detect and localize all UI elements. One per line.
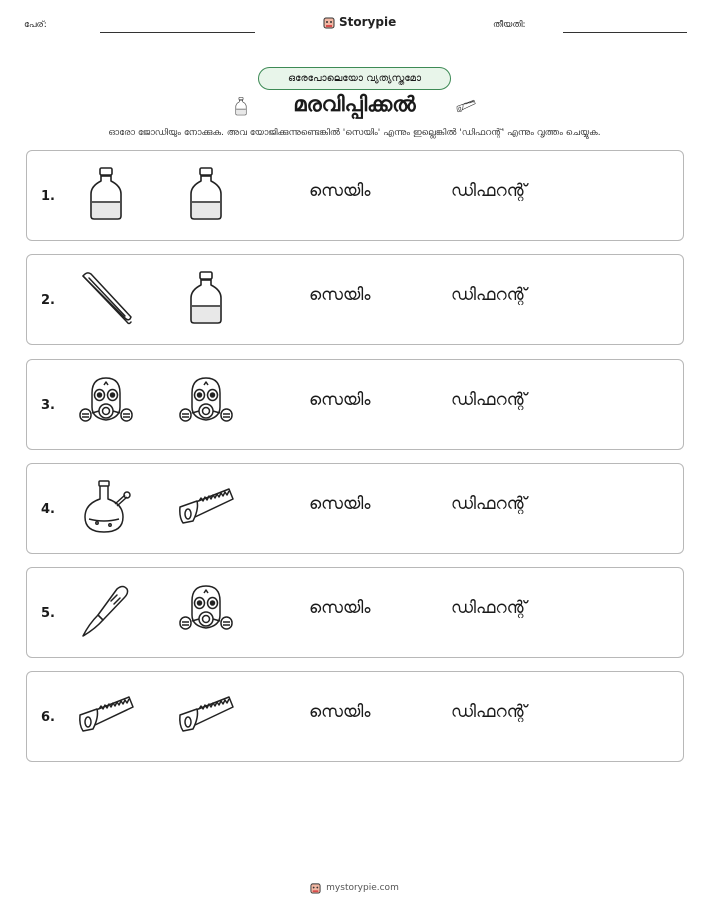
question-number: 1. [41, 189, 55, 204]
different-option[interactable]: ഡിഫറന്റ് [451, 390, 527, 410]
saw-icon [450, 96, 482, 116]
storypie-logo-icon [323, 16, 335, 29]
question-row [26, 463, 684, 554]
question-number: 3. [41, 398, 55, 413]
saw-icon [177, 685, 235, 743]
question-number: 5. [41, 606, 55, 621]
saw-icon [177, 477, 235, 535]
different-option[interactable]: ഡിഫറന്റ് [451, 598, 527, 618]
brand [323, 15, 396, 29]
brand-name: Storypie [339, 15, 397, 29]
question-number: 4. [41, 502, 55, 517]
gas-mask-icon [177, 373, 235, 431]
question-row [26, 671, 684, 762]
gas-mask-icon [177, 581, 235, 639]
instructions: ഓരോ ജോഡിയും നോക്കുക. അവ യോജിക്കുന്നുണ്ടെങ്കിൽ 'സെയിം' എന്നും ഇല്ലെങ്കിൽ 'ഡിഫറന്റ്' എന്നും വൃത്തം ചെയ്യുക. [108, 128, 601, 138]
question-row [26, 254, 684, 345]
storypie-logo-icon [310, 882, 321, 894]
bottle-icon [177, 268, 235, 326]
same-option[interactable]: സെയിം [309, 285, 371, 305]
flask-icon [77, 477, 135, 535]
saw-icon [77, 685, 135, 743]
question-number: 2. [41, 293, 55, 308]
question-row [26, 567, 684, 658]
footer [0, 882, 709, 894]
name-label: പേര്: [24, 20, 47, 30]
footer-url[interactable]: mystorypie.com [326, 883, 399, 893]
same-option[interactable]: സെയിം [309, 181, 371, 201]
page-title: മരവിപ്പിക്കൽ [293, 92, 416, 116]
different-option[interactable]: ഡിഫറന്റ് [451, 494, 527, 514]
same-option[interactable]: സെയിം [309, 598, 371, 618]
date-line[interactable] [563, 32, 687, 33]
question-number: 6. [41, 710, 55, 725]
different-option[interactable]: ഡിഫറന്റ് [451, 181, 527, 201]
same-option[interactable]: സെയിം [309, 702, 371, 722]
gas-mask-icon [77, 373, 135, 431]
same-option[interactable]: സെയിം [309, 494, 371, 514]
scalpel-icon [77, 581, 135, 639]
question-row [26, 150, 684, 241]
tweezers-icon [77, 268, 135, 326]
bottle-icon [177, 164, 235, 222]
same-option[interactable]: സെയിം [309, 390, 371, 410]
category-badge: ഒരേപോലെയോ വ്യത്യസ്തമോ [258, 67, 451, 90]
date-label: തീയതി: [493, 20, 526, 30]
different-option[interactable]: ഡിഫറന്റ് [451, 702, 527, 722]
name-line[interactable] [100, 32, 255, 33]
bottle-icon [77, 164, 135, 222]
different-option[interactable]: ഡിഫറന്റ് [451, 285, 527, 305]
question-row [26, 359, 684, 450]
